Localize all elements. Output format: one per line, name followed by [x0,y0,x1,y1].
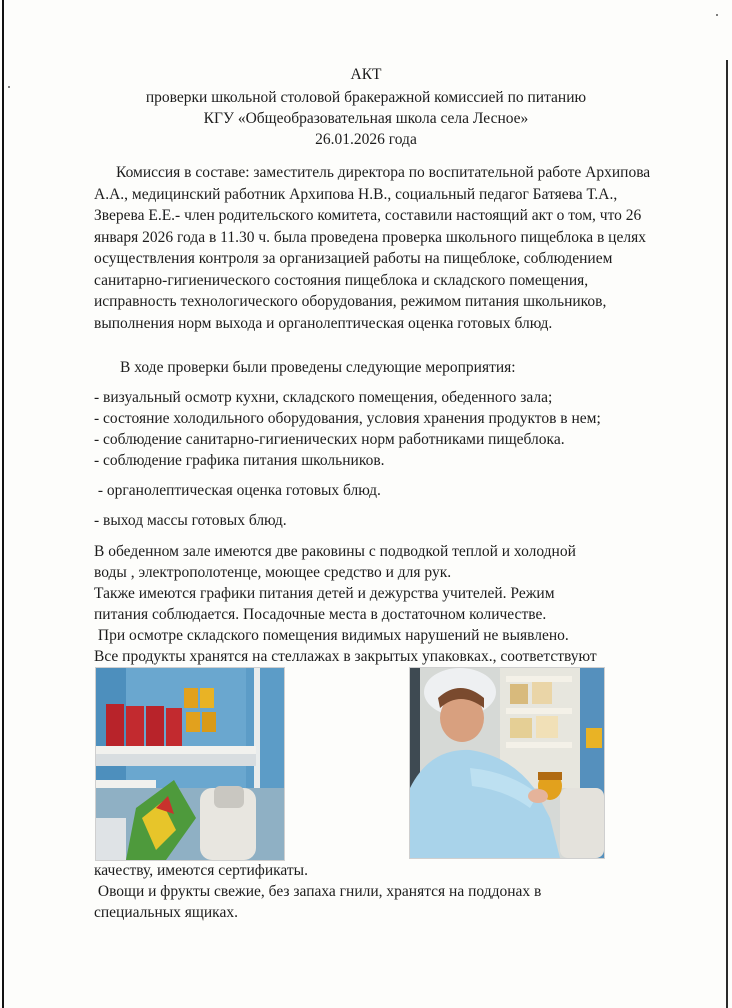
scan-edge-left [2,0,4,1008]
document-subtitle: проверки школьной столовой бракеражной комиссией по питанию [145,89,587,106]
event-item: - состояние холодильного оборудования, условия хранения продуктов в нем; [94,410,601,427]
event-item: - выход массы готовых блюд. [94,512,287,529]
events-intro: В ходе проверки были проведены следующие мероприятия: [120,359,516,376]
scan-speck [716,14,718,16]
storage-shelves-image [96,668,284,860]
findings-line: Все продукты хранятся на стеллажах в закрытых упаковках., соответствуют [94,648,597,665]
after-photos-line: Овощи и фрукты свежие, без запаха гнили, хранятся на поддонах в [94,883,542,900]
findings-line: В обеденном зале имеются две раковины с подводкой теплой и холодной [94,543,576,560]
document-title: АКТ [350,66,382,83]
findings-line: При осмотре складского помещения видимых нарушений не выявлено. [94,627,569,644]
event-item: - визуальный осмотр кухни, складского помещения, обеденного зала; [94,389,553,406]
event-item: - соблюдение санитарно-гигиенических норм работниками пищеблока. [94,431,565,448]
after-photos-line: специальных ящиках. [94,904,238,921]
staff-inspection-photo [409,667,605,859]
intro-paragraph: Комиссия в составе: заместитель директора по воспитательной работе Архипова А.А., медицинский работник Архипова Н.В., социальный педагог Батяева Т.А., Зверева Е.Е.- член родительского комитета, составили настоящий акт о том, что 26 января 2026 года в 11.30 ч. была проведена проверка школьного пищеблока в целях осуществления контроля за организацией работы на пищеблоке, соблюдением санитарно-гигиенического состояния пищеблока и складского помещения, исправность технологического оборудования, режимом питания школьников, выполнения норм выхода и органолептическая оценка готовых блюд. [94,164,651,332]
findings-line: питания соблюдается. Посадочные места в достаточном количестве. [94,606,547,623]
storage-shelves-photo [95,667,285,861]
school-name: КГУ «Общеобразовательная школа села Лесное» [203,110,529,127]
staff-inspection-image [410,668,604,858]
event-item: - органолептическая оценка готовых блюд. [94,482,381,499]
event-item: - соблюдение графика питания школьников. [94,452,385,469]
findings-line: Также имеются графики питания детей и дежурства учителей. Режим [94,585,555,602]
after-photos-line: качеству, имеются сертификаты. [94,862,308,879]
findings-line: воды , электрополотенце, моющее средство и для рук. [94,564,452,581]
scan-speck [8,86,10,88]
scan-edge-right [726,60,728,1008]
document-date: 26.01.2026 года [315,131,417,148]
